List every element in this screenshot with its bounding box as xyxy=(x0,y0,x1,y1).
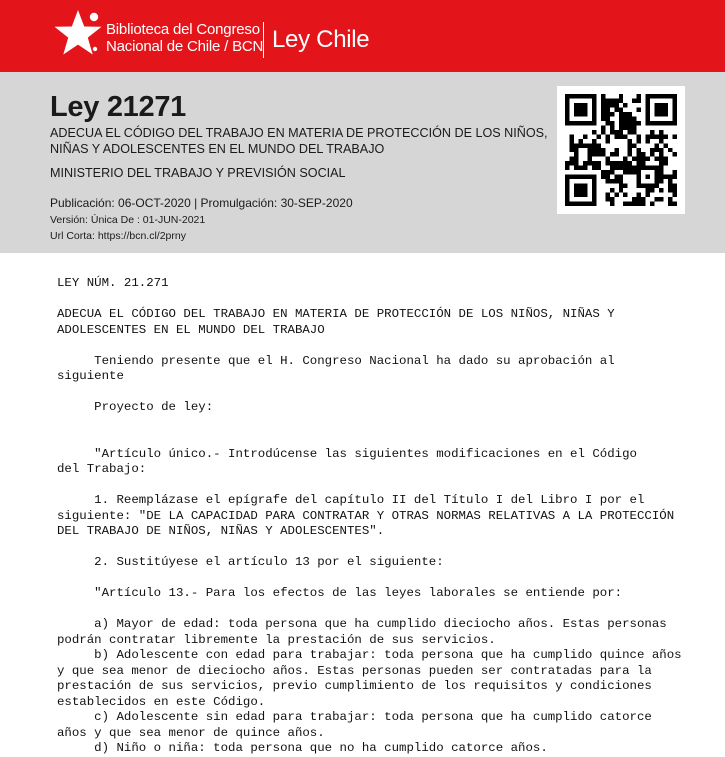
org-name-line1: Biblioteca del Congreso xyxy=(106,21,260,38)
law-heading: LEY NÚM. 21.271 xyxy=(57,276,169,290)
definition-line: c) Adolescente sin edad para trabajar: toda persona que ha cumplido catorce xyxy=(57,710,652,724)
definition-line: años y que sea menor de quince años. xyxy=(57,725,325,740)
brand-bar xyxy=(0,0,725,72)
law-number: Ley 21271 xyxy=(50,91,186,123)
amendment-line: 1. Reemplázase el epígrafe del capítulo II del Título I del Libro I por el xyxy=(57,493,645,507)
org-name-line2: Nacional de Chile / BCN xyxy=(106,38,264,55)
definition-line: establecidos en este Código. xyxy=(57,694,266,709)
law-body xyxy=(57,276,725,757)
brand-divider xyxy=(263,22,264,58)
law-subject-line: ADOLESCENTES EN EL MUNDO DEL TRABAJO xyxy=(57,322,325,337)
amendment-line: siguiente: "DE LA CAPACIDAD PARA CONTRATAR Y OTRAS NORMAS RELATIVAS A LA PROTECCIÓN xyxy=(57,508,675,523)
definition-line: a) Mayor de edad: toda persona que ha cumplido dieciocho años. Estas personas xyxy=(57,617,667,631)
preamble-line: siguiente xyxy=(57,369,124,383)
publication-line: Publicación: 06-OCT-2020 | Promulgación: 30-SEP-2020 xyxy=(50,196,353,210)
short-url[interactable]: Url Corta: https://bcn.cl/2prny xyxy=(50,230,186,242)
law-title: ADECUA EL CÓDIGO DEL TRABAJO EN MATERIA DE PROTECCIÓN DE LOS NIÑOS, NIÑAS Y ADOLESCENTES EN EL MUNDO DEL TRABAJO xyxy=(50,126,548,156)
definition-line: podrán contratar libremente la prestación de sus servicios. xyxy=(57,632,496,647)
article-line: "Artículo 13.- Para los efectos de las leyes laborales se entiende por: xyxy=(57,586,623,600)
definition-line: prestación de sus servicios, previo cumplimiento de los requisitos y condiciones xyxy=(57,679,652,693)
qr-code-icon xyxy=(565,94,677,206)
org-name[interactable] xyxy=(106,21,263,55)
version-line: Versión: Única De : 01-JUN-2021 xyxy=(50,214,206,226)
ministry: MINISTERIO DEL TRABAJO Y PREVISIÓN SOCIAL xyxy=(50,166,346,180)
star-logo-icon[interactable] xyxy=(50,6,106,62)
bill-heading: Proyecto de ley: xyxy=(57,400,214,414)
article-line: "Artículo único.- Introdúcense las siguientes modificaciones en el Código xyxy=(57,446,637,461)
app-title[interactable]: Ley Chile xyxy=(272,26,370,53)
amendment-line: 2. Sustitúyese el artículo 13 por el siguiente: xyxy=(57,555,444,569)
preamble-line: Teniendo presente que el H. Congreso Nacional ha dado su aprobación al xyxy=(57,353,615,368)
definition-line: y que sea menor de dieciocho años. Estas personas pueden ser contratadas para la xyxy=(57,663,652,678)
definition-line: d) Niño o niña: toda persona que no ha cumplido catorce años. xyxy=(57,741,548,755)
article-line: del Trabajo: xyxy=(57,462,147,476)
amendment-line: DEL TRABAJO DE NIÑOS, NIÑAS Y ADOLESCENTES". xyxy=(57,524,385,538)
qr-code xyxy=(557,86,685,214)
law-header xyxy=(0,72,725,253)
definition-line: b) Adolescente con edad para trabajar: toda persona que ha cumplido quince años xyxy=(57,648,682,662)
law-subject-line: ADECUA EL CÓDIGO DEL TRABAJO EN MATERIA DE PROTECCIÓN DE LOS NIÑOS, NIÑAS Y xyxy=(57,307,615,321)
